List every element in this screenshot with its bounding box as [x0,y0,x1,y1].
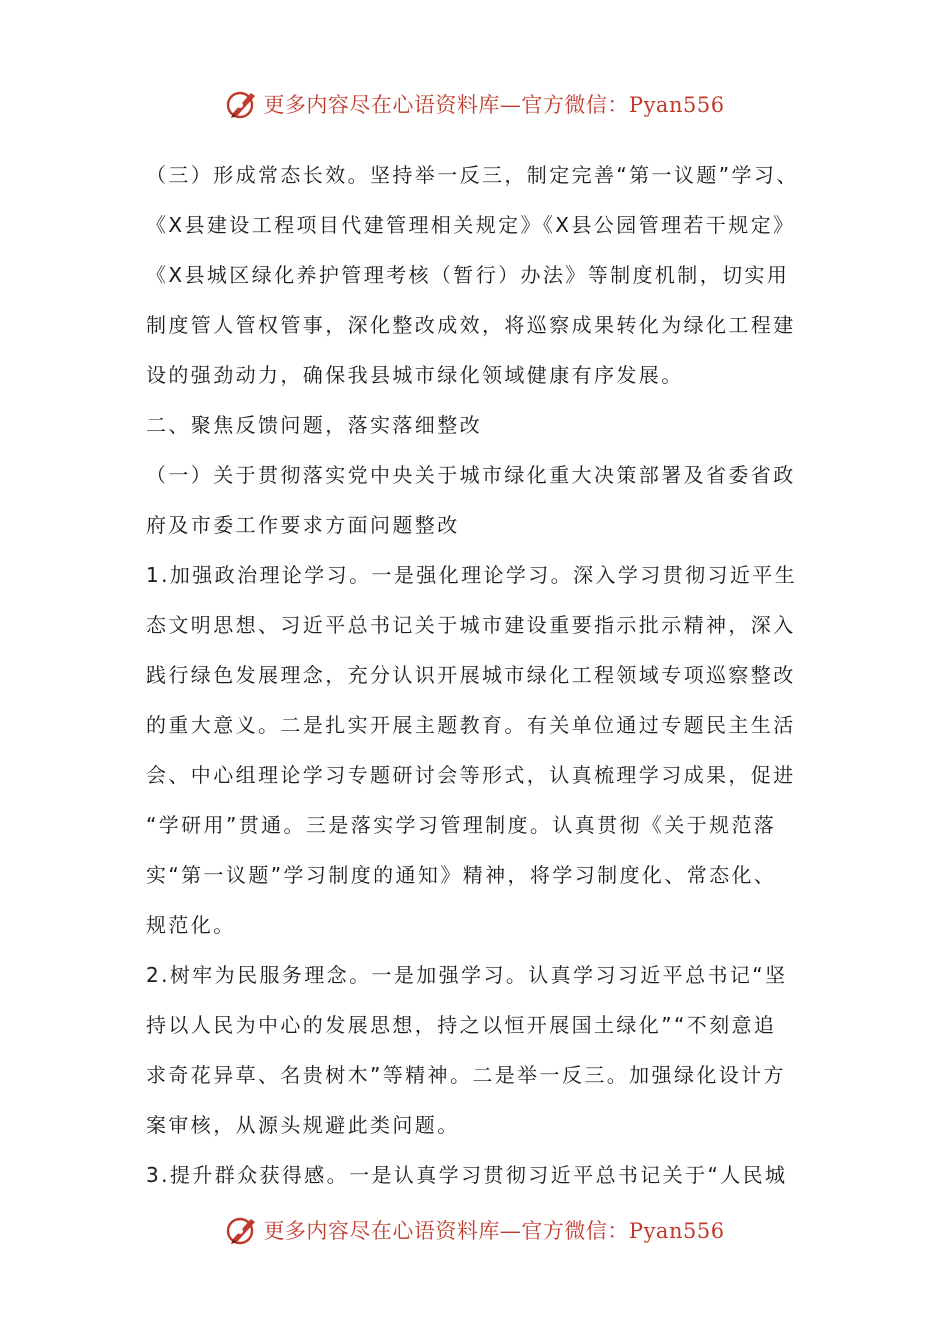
text-line: 1.加强政治理论学习。一是强化理论学习。深入学习贯彻习近平生 [146,563,798,587]
text-line: 设的强劲动力，确保我县城市绿化领域健康有序发展。 [146,363,684,387]
text-line: 求奇花异草、名贵树木”等精神。二是举一反三。加强绿化设计方 [146,1063,786,1087]
text-line: 3.提升群众获得感。一是认真学习贯彻习近平总书记关于“人民城 [146,1163,788,1187]
text-line: 《X县城区绿化养护管理考核（暂行）办法》等制度机制，切实用 [146,263,790,287]
text-line: 践行绿色发展理念，充分认识开展城市绿化工程领域专项巡察整改 [146,663,796,687]
text-line: 态文明思想、习近平总书记关于城市建设重要指示批示精神，深入 [146,613,796,637]
header-banner-text: 更多内容尽在心语资料库—官方微信：Pyan556 [263,93,725,117]
pen-logo-icon [225,1213,259,1247]
footer-banner-text: 更多内容尽在心语资料库—官方微信：Pyan556 [263,1219,725,1243]
header-banner [0,84,950,124]
text-line: 《X县建设工程项目代建管理相关规定》《X县公园管理若干规定》 [146,213,796,237]
text-line: 会、中心组理论学习专题研讨会等形式，认真梳理学习成果，促进 [146,763,796,787]
text-line: （三）形成常态长效。坚持举一反三，制定完善“第一议题”学习、 [146,163,799,187]
text-line: 2.树牢为民服务理念。一是加强学习。认真学习习近平总书记“坚 [146,963,788,987]
text-line: 的重大意义。二是扎实开展主题教育。有关单位通过专题民主生活 [146,713,796,737]
footer-banner [0,1210,950,1250]
text-line: （一）关于贯彻落实党中央关于城市绿化重大决策部署及省委省政 [146,463,796,487]
section-heading: 二、聚焦反馈问题，落实落细整改 [146,413,482,437]
text-line: 规范化。 [146,913,236,937]
pen-logo-icon [225,87,259,121]
text-line: 制度管人管权管事，深化整改成效，将巡察成果转化为绿化工程建 [146,313,796,337]
text-line: 案审核，从源头规避此类问题。 [146,1113,460,1137]
text-line: 实“第一议题”学习制度的通知》精神，将学习制度化、常态化、 [146,863,777,887]
text-line: “学研用”贯通。三是落实学习管理制度。认真贯彻《关于规范落 [146,813,777,837]
text-line: 持以人民为中心的发展思想，持之以恒开展国土绿化”“不刻意追 [146,1013,777,1037]
text-line: 府及市委工作要求方面问题整改 [146,513,460,537]
document-body [146,150,810,1200]
